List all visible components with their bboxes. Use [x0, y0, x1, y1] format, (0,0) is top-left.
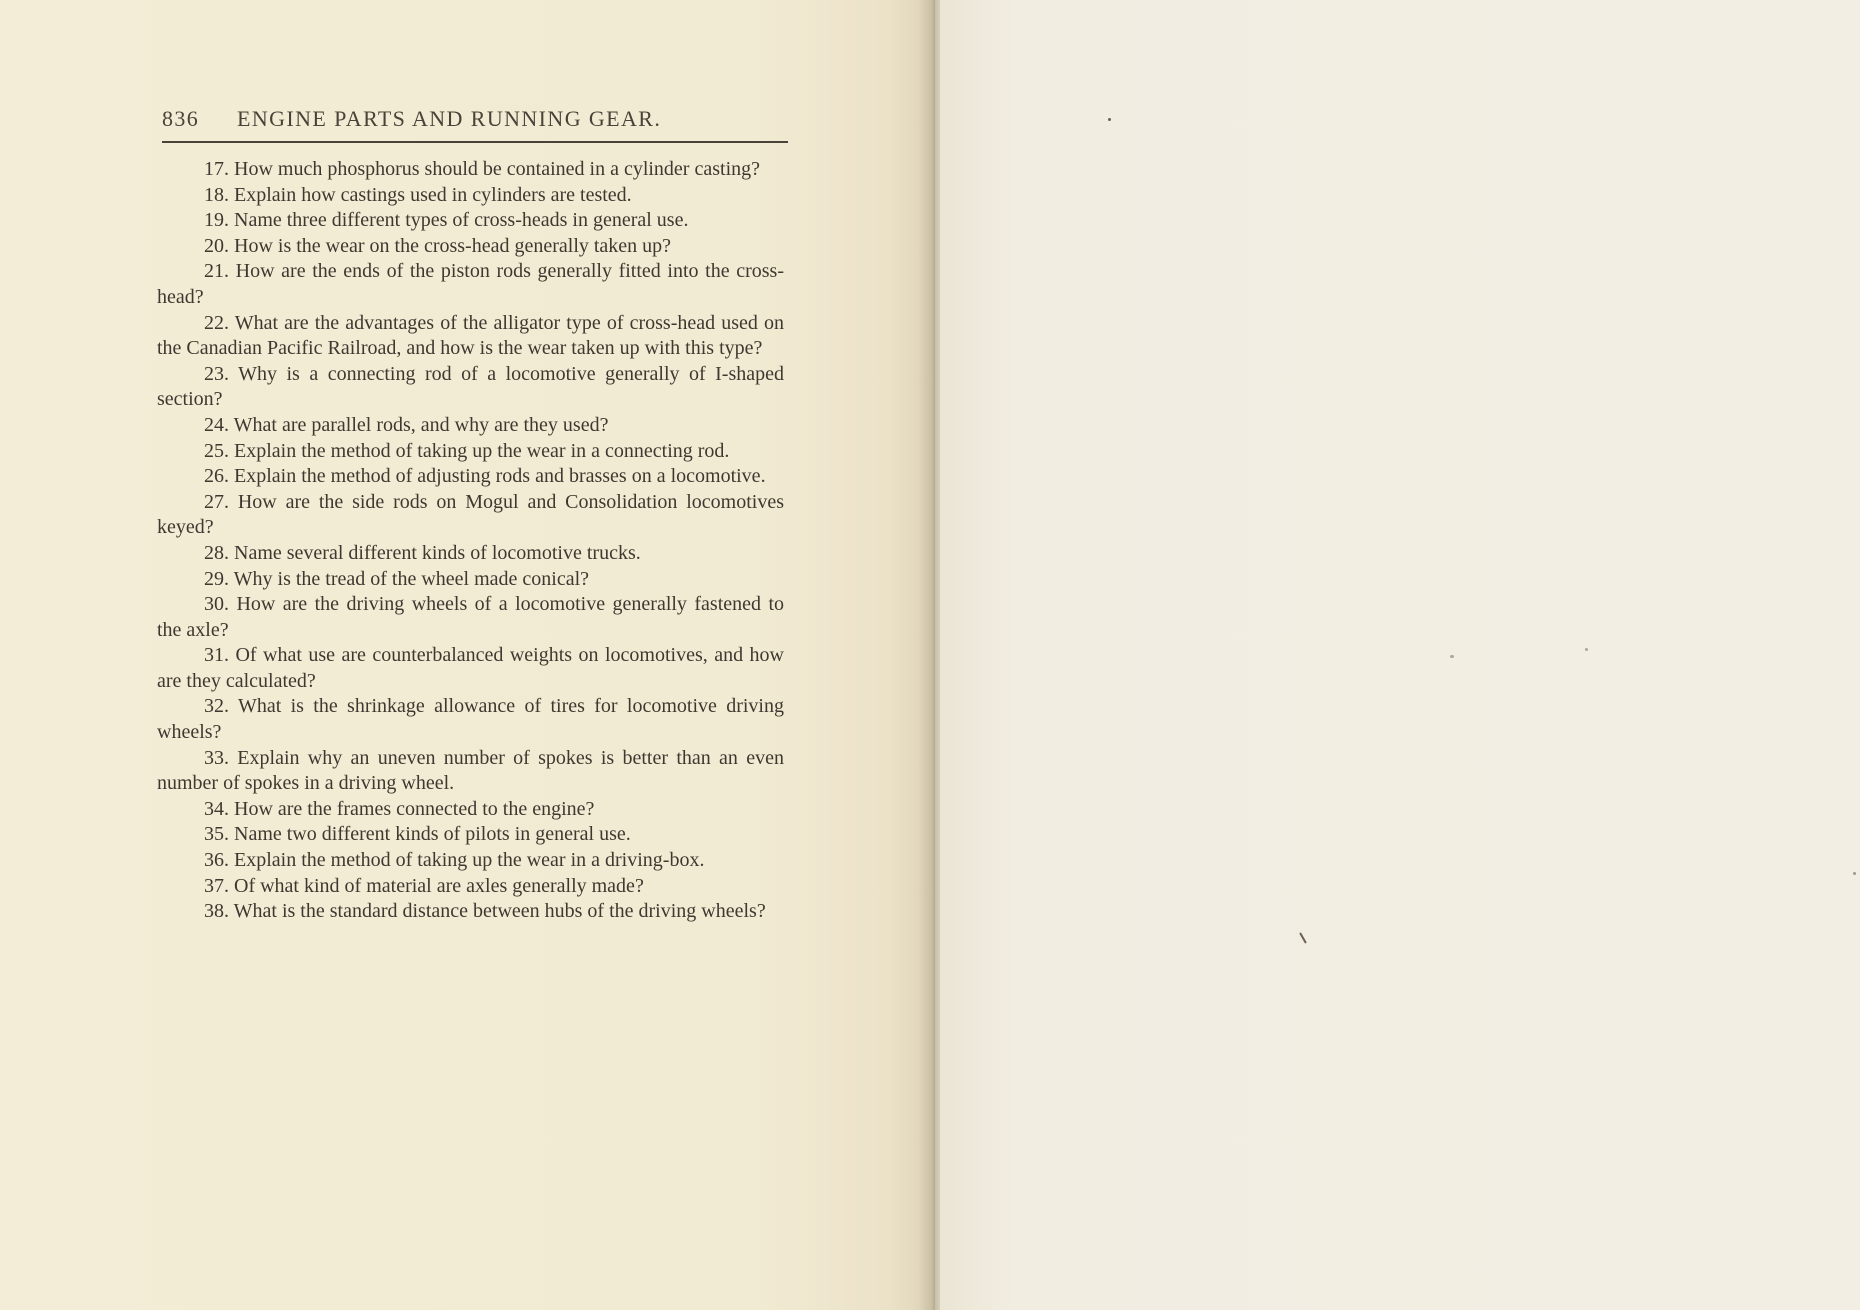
- question-28: 28. Name several different kinds of locomotive trucks.: [204, 541, 641, 564]
- running-head: [162, 106, 788, 132]
- question-23: 23. Why is a connecting rod of a locomotive generally of I-shaped section?: [157, 362, 784, 411]
- paper-speck: [1108, 118, 1111, 121]
- question-list: [157, 157, 784, 925]
- page-number: 836: [162, 106, 200, 131]
- right-page-blank: [940, 0, 1860, 1310]
- question-36: 36. Explain the method of taking up the wear in a driving-box.: [204, 849, 705, 872]
- question-33: 33. Explain why an uneven number of spokes is better than an even number of spokes in a driving wheel.: [157, 746, 784, 795]
- question-22: 22. What are the advantages of the alligator type of cross-head used on the Canadian Pacific Railroad, and how is the wear taken up with this type?: [157, 311, 784, 360]
- question-20: 20. How is the wear on the cross-head generally taken up?: [204, 234, 672, 257]
- question-24: 24. What are parallel rods, and why are they used?: [204, 413, 609, 436]
- question-34: 34. How are the frames connected to the engine?: [204, 797, 595, 820]
- question-37: 37. Of what kind of material are axles generally made?: [204, 874, 644, 897]
- question-19: 19. Name three different types of cross-heads in general use.: [204, 209, 689, 232]
- paper-speck: [1299, 932, 1307, 943]
- paper-speck: [1450, 655, 1454, 658]
- question-26: 26. Explain the method of adjusting rods and brasses on a locomotive.: [204, 465, 766, 488]
- question-25: 25. Explain the method of taking up the wear in a connecting rod.: [204, 439, 730, 462]
- question-27: 27. How are the side rods on Mogul and Consolidation locomotives keyed?: [157, 490, 784, 539]
- header-rule: [162, 141, 788, 143]
- paper-speck: [1853, 872, 1856, 875]
- question-30: 30. How are the driving wheels of a locomotive generally fastened to the axle?: [157, 593, 784, 641]
- question-18: 18. Explain how castings used in cylinders are tested.: [204, 183, 632, 206]
- paper-speck: [1585, 648, 1588, 651]
- running-title: ENGINE PARTS AND RUNNING GEAR.: [237, 106, 662, 131]
- question-31: 31. Of what use are counterbalanced weights on locomotives, and how are they calculated?: [157, 644, 784, 692]
- question-32: 32. What is the shrinkage allowance of tires for locomotive driving wheels?: [157, 695, 784, 744]
- question-38: 38. What is the standard distance between hubs of the driving wheels?: [204, 900, 766, 923]
- question-35: 35. Name two different kinds of pilots in general use.: [204, 823, 631, 846]
- question-29: 29. Why is the tread of the wheel made conical?: [204, 567, 590, 590]
- question-17: 17. How much phosphorus should be contained in a cylinder casting?: [204, 158, 760, 180]
- question-21: 21. How are the ends of the piston rods generally fitted into the cross-head?: [157, 260, 784, 308]
